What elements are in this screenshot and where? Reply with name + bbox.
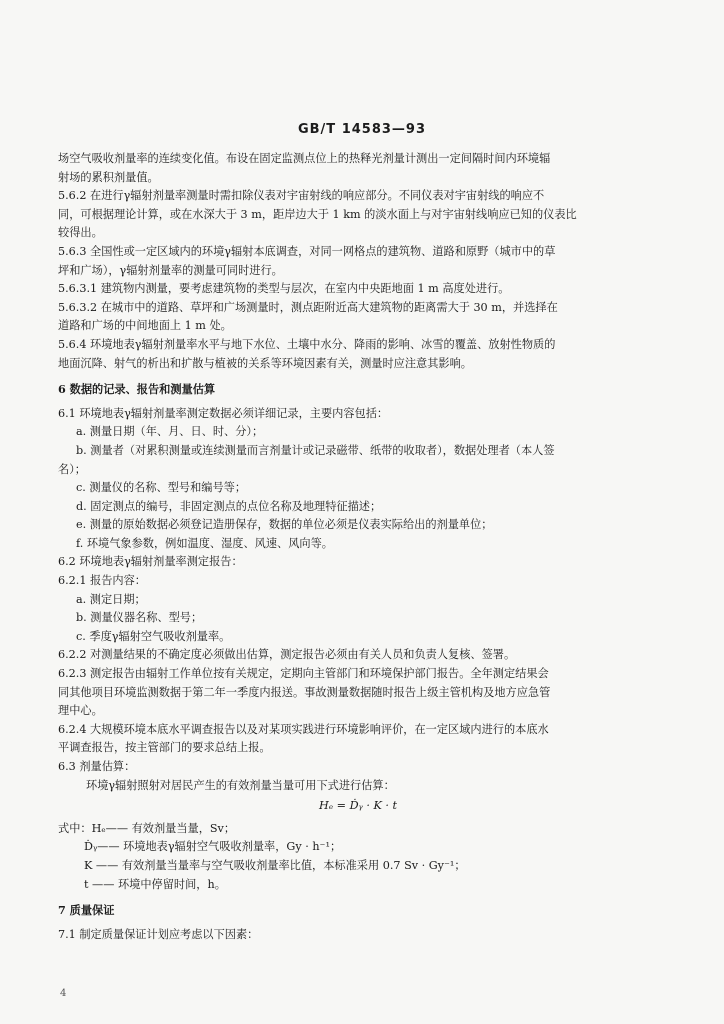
dose-formula: Hₑ = Ḋᵧ · K · t [319,799,397,813]
variable-definition: Ḋᵧ—— 环境地表γ辐射空气吸收剂量率，Gy · h⁻¹； [84,840,342,854]
text-line: 较得出。 [58,226,103,240]
list-item: d. 固定测点的编号，非固定测点的点位名称及地理特征描述； [76,499,382,513]
clause-7-1: 7.1 制定质量保证计划应考虑以下因素： [58,927,259,941]
section-6-title: 6 数据的记录、报告和测量估算 [58,382,216,397]
text-line: 道路和广场的中间地面上 1 m 处。 [58,319,232,333]
clause-6-1: 6.1 环境地表γ辐射剂量率测定数据必须详细记录，主要内容包括： [58,406,389,420]
list-item: c. 测量仪的名称、型号和编号等； [76,481,247,495]
variable-definition: t —— 环境中停留时间，h。 [84,877,226,891]
clause-6-2-4: 6.2.4 大规模环境本底水平调查报告以及对某项实践进行环境影响评价，在一定区域内进行的本底水 [58,722,549,736]
text-line: 理中心。 [58,704,103,718]
clause-6-2-2: 6.2.2 对测量结果的不确定度必须做出估算，测定报告必须由有关人员和负责人复核、签署。 [58,648,516,662]
list-item: b. 测量仪器名称、型号； [76,611,203,625]
document-body [58,150,658,944]
text-line: 环境γ辐射照射对居民产生的有效剂量当量可用下式进行估算： [86,778,395,792]
clause-6-2: 6.2 环境地表γ辐射剂量率测定报告： [58,555,243,569]
list-item-continued: 名）； [58,462,86,476]
page-mark: 4 [60,988,67,999]
list-item: a. 测量日期（年、月、日、时、分）； [76,425,264,439]
clause-5-6-4: 5.6.4 环境地表γ辐射剂量率水平与地下水位、土壤中水分、降雨的影响、冰雪的覆盖、放射性物质的 [58,337,556,351]
clause-5-6-3: 5.6.3 全国性或一定区域内的环境γ辐射本底调查，对同一网格点的建筑物、道路和原野（城市中的草 [58,244,556,258]
clause-6-2-3: 6.2.3 测定报告由辐射工作单位按有关规定，定期向主管部门和环境保护部门报告。全年测定结果会 [58,667,549,681]
text-line: 平调查报告，按主管部门的要求总结上报。 [58,741,271,755]
variable-definition: K —— 有效剂量当量率与空气吸收剂量率比值，本标准采用 0.7 Sv · Gy⁻¹； [84,858,466,872]
standard-number: GB/T 14583—93 [297,122,427,137]
clause-5-6-3-1: 5.6.3.1 建筑物内测量，要考虑建筑物的类型与层次，在室内中央距地面 1 m 高度处进行。 [58,282,510,296]
list-item: b. 测量者（对累积测量或连续测量而言剂量计或记录磁带、纸带的收取者），数据处理者（本人签 [76,443,555,457]
text-line: 同，可根据理论计算，或在水深大于 3 m，距岸边大于 1 km 的淡水面上与对宇宙射线响应已知的仪表比 [58,207,577,221]
text-line: 坪和广场），γ辐射剂量率的测量可同时进行。 [58,263,283,277]
text-line: 同其他项目环境监测数据于第二年一季度内报送。事故测量数据随时报告上级主管机构及地方应急管 [58,685,551,699]
list-item: e. 测量的原始数据必须登记造册保存，数据的单位必须是仪表实际给出的剂量单位； [76,518,493,532]
list-item: c. 季度γ辐射空气吸收剂量率。 [76,629,231,643]
text-line: 射场的累积剂量值。 [58,170,159,184]
section-7-title: 7 质量保证 [58,903,115,918]
clause-6-3: 6.3 剂量估算： [58,760,136,773]
list-item: a. 测定日期； [76,592,146,606]
variable-definition: 式中：Hₑ—— 有效剂量当量，Sv； [58,821,236,835]
clause-5-6-3-2: 5.6.3.2 在城市中的道路、草坪和广场测量时，测点距附近高大建筑物的距离需大于 30 m，并选择在 [58,300,558,314]
text-line: 地面沉降、射气的析出和扩散与植被的关系等环境因素有关，测量时应注意其影响。 [58,356,472,370]
text-line: 场空气吸收剂量率的连续变化值。布设在固定监测点位上的热释光剂量计测出一定间隔时间内环境辐 [58,152,551,165]
list-item: f. 环境气象参数，例如温度、湿度、风速、风向等。 [76,536,333,550]
clause-5-6-2: 5.6.2 在进行γ辐射剂量率测量时需扣除仪表对宇宙射线的响应部分。不同仪表对宇宙射线的响应不 [58,189,545,203]
clause-6-2-1: 6.2.1 报告内容： [58,574,146,588]
